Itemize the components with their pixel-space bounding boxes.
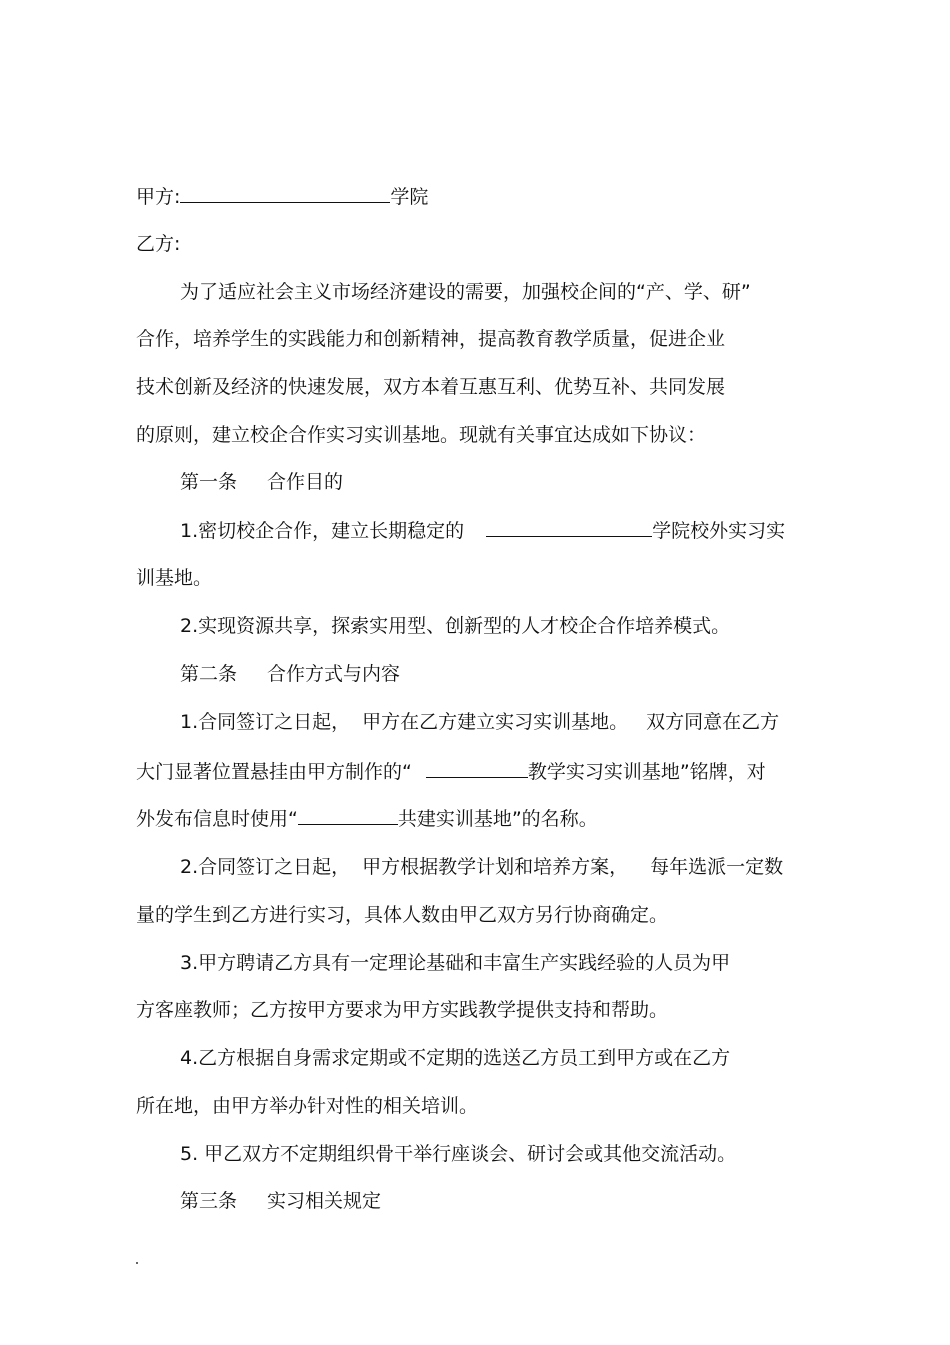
party-a-suffix: 学院 xyxy=(390,186,429,208)
article-3-title: 实习相关规定 xyxy=(267,1190,382,1212)
plaque-name-blank xyxy=(426,759,528,778)
page-footer-dot xyxy=(136,1262,138,1264)
article-2-item-1-line-2-b: 教学实习实训基地”铭牌，对 xyxy=(527,761,766,783)
article-2-item-1-line-3-a: 外发布信息时使用“ xyxy=(136,808,298,830)
article-2-number: 第二条 xyxy=(180,663,238,685)
article-2-item-1-line-2-a: 大门显著位置悬挂由甲方制作的“ xyxy=(136,761,412,783)
party-a-label: 甲方: xyxy=(136,186,181,208)
intro-line-3: 技术创新及经济的快速发展，双方本着互惠互利、优势互补、共同发展 xyxy=(136,376,726,398)
article-1-item-1-prefix: 1.密切校企合作，建立长期稳定的 xyxy=(180,520,465,542)
article-2-item-2-part-a: 2.合同签订之日起， xyxy=(180,856,351,878)
article-2-item-5: 5. 甲乙双方不定期组织骨干举行座谈会、研讨会或其他交流活动。 xyxy=(180,1143,737,1165)
article-2-item-1-line-2 xyxy=(136,759,766,784)
article-2-item-1-part-a: 1.合同签订之日起， xyxy=(180,711,351,733)
party-b-line xyxy=(136,232,180,256)
article-1-heading xyxy=(180,470,343,494)
party-a-blank xyxy=(180,184,390,203)
article-2-item-1-line-1 xyxy=(180,710,779,734)
article-2-title: 合作方式与内容 xyxy=(267,663,401,685)
article-2-item-1-part-b: 甲方在乙方建立实习实训基地。 xyxy=(362,711,629,733)
article-1-item-2: 2.实现资源共享，探索实用型、创新型的人才校企合作培养模式。 xyxy=(180,615,731,637)
article-1-item-1-blank xyxy=(486,518,652,537)
article-2-item-1-part-c: 双方同意在乙方 xyxy=(646,711,780,733)
article-2-item-1-line-3-b: 共建实训基地”的名称。 xyxy=(397,808,598,830)
article-3-heading xyxy=(180,1189,381,1213)
article-2-item-2-line-2: 量的学生到乙方进行实习，具体人数由甲乙双方另行协商确定。 xyxy=(136,904,669,926)
article-3-number: 第三条 xyxy=(180,1190,238,1212)
article-1-item-1-cont: 训基地。 xyxy=(136,567,213,589)
article-1-number: 第一条 xyxy=(180,471,238,493)
article-2-item-3-line-1: 3.甲方聘请乙方具有一定理论基础和丰富生产实践经验的人员为甲 xyxy=(180,952,731,974)
article-2-item-4-line-1: 4.乙方根据自身需求定期或不定期的选送乙方员工到甲方或在乙方 xyxy=(180,1047,731,1069)
article-2-item-4-line-2: 所在地，由甲方举办针对性的相关培训。 xyxy=(136,1095,479,1117)
intro-line-4: 的原则，建立校企合作实习实训基地。现就有关事宜达成如下协议： xyxy=(136,424,707,446)
base-name-blank xyxy=(298,806,398,825)
article-2-item-2-line-1 xyxy=(180,855,783,879)
article-1-item-1 xyxy=(180,518,785,543)
article-1-item-1-suffix: 学院校外实习实 xyxy=(652,520,786,542)
article-2-item-3-line-2: 方客座教师；乙方按甲方要求为甲方实践教学提供支持和帮助。 xyxy=(136,999,669,1021)
intro-line-2: 合作，培养学生的实践能力和创新精神，提高教育教学质量，促进企业 xyxy=(136,328,726,350)
article-2-heading xyxy=(180,662,400,686)
article-2-item-1-line-3 xyxy=(136,806,598,831)
article-1-title: 合作目的 xyxy=(267,471,344,493)
party-a-line xyxy=(136,184,428,209)
party-b-label: 乙方: xyxy=(136,233,181,255)
article-2-item-2-part-b: 甲方根据教学计划和培养方案， xyxy=(362,856,629,878)
intro-line-1: 为了适应社会主义市场经济建设的需要，加强校企间的“产、学、研” xyxy=(180,281,751,303)
article-2-item-2-part-c: 每年选派一定数 xyxy=(650,856,784,878)
